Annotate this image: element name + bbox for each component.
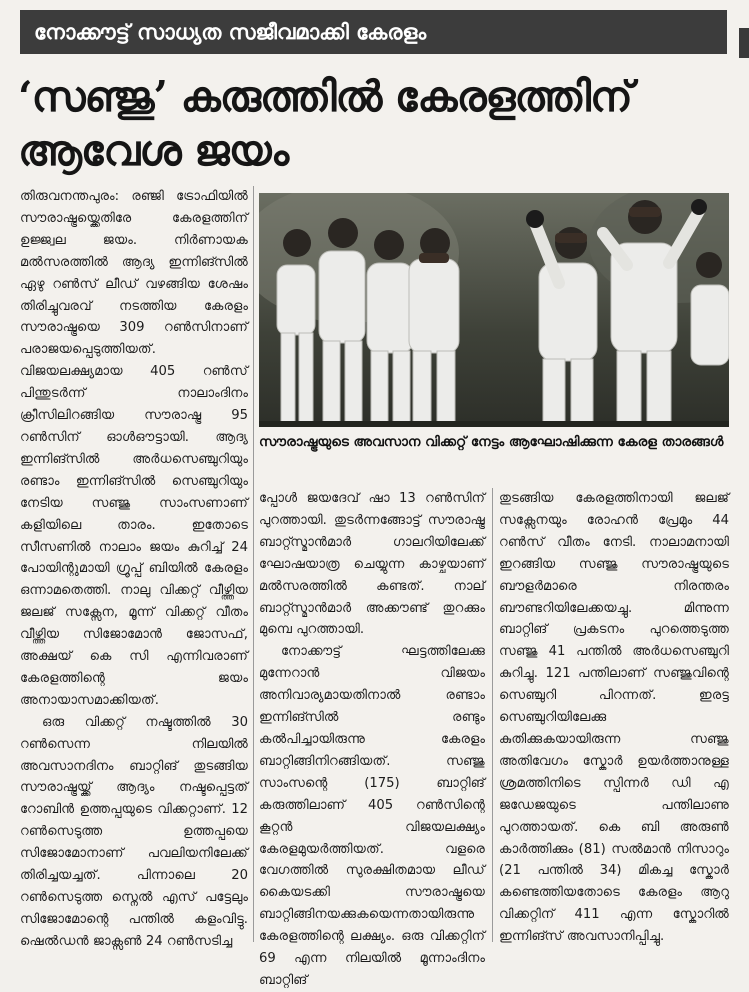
news-photo (259, 193, 729, 427)
article-paragraph: തുടങ്ങിയ കേരളത്തിനായി ജലജ് സക്സേനയും രോഹൻ പ്രേമും 44 റൺസ് വീതം നേടി. നാലാമനായി ഇറങ്ങിയ സഞ്ജു സൗരാഷ്ട്രയുടെ ബൗളർമാരെ നിരന്തരം ബൗണ്ടറിയിലേക്കയച്ചു. മിന്നുന്ന ബാറ്റിങ് പ്രകടനം പുറത്തെടുത്ത സഞ്ജു 41 പന്തിൽ അർധസെഞ്ചുറി കുറിച്ചു. 121 പന്തിലാണ് സഞ്ജുവിന്റെ സെഞ്ചുറി പിറന്നത്. ഇരട്ട സെഞ്ചുറിയിലേക്കു കുതിക്കുകയായിരുന്ന സഞ്ജു അതിവേഗം സ്കോർ ഉയർത്താനുള്ള ശ്രമത്തിനിടെ സ്പിന്നർ ഡി എ ജഡേജയുടെ പന്തിലാണു പുറത്തായത്. കെ ബി അരുൺ കാർത്തിക്കും (81) സൽമാൻ നിസാറും (21 പന്തിൽ 34) മികച്ച സ്കോർ കണ്ടെത്തിയതോടെ കേരളം ആറു വിക്കറ്റിന് 411 എന്ന സ്കോറിൽ ഇന്നിങ്സ് അവസാനിപ്പിച്ചു. (499, 491, 729, 945)
section-kicker: നോക്കൗട്ട് സാധ്യത സജീവമാക്കി കേരളം (20, 10, 727, 54)
article-column-2 (259, 488, 485, 992)
page-edge-mark (739, 28, 749, 58)
cricket-players-photo (259, 193, 729, 427)
article-paragraph: പ്പോൾ ജയദേവ് ഷാ 13 റൺസിന് പുറത്തായി. തുടർന്നങ്ങോട്ട് സൗരാഷ്ട്ര ബാറ്റ്സ്മാൻമാർ ഗാലറിയിലേക്ക് ഘോഷയാത്ര ചെയ്യുന്ന കാഴ്ചയാണ് മൽസരത്തിൽ കണ്ടത്. നാല് ബാറ്റ്സ്മാൻമാർ അക്കൗണ്ട് തുറക്കും മുമ്പെ പുറത്തായി. (259, 491, 485, 638)
column-rule (253, 186, 254, 942)
headline (18, 70, 733, 178)
article-column-1 (20, 186, 248, 953)
headline-line-1: ‘സഞ്ജു’ കരുത്തിൽ കേരളത്തിന് (18, 72, 632, 121)
headline-line-2: ആവേശ ജയം (18, 126, 289, 175)
article-paragraph: ഒരു വിക്കറ്റ് നഷ്ടത്തിൽ 30 റൺസെന്ന നിലയിൽ അവസാനദിനം ബാറ്റിങ് തുടങ്ങിയ സൗരാഷ്ട്രയ്ക്ക് ആദ്യം നഷ്ടപ്പെട്ടത് റോബിൻ ഉത്തപ്പയുടെ വിക്കറ്റാണ്. 12 റൺസെടുത്ത ഉത്തപ്പയെ സിജോമോനാണ് പവലിയനിലേക്ക് തിരിച്ചയച്ചത്. പിന്നാലെ 20 റൺസെടുത്ത സ്നെൽ എസ് പട്ടേലും സിജോമോന്റെ പന്തിൽ കളംവിട്ടു. ഷെൽഡൻ ജാക്സൺ 24 റൺസടിച്ച (20, 714, 248, 949)
article-paragraph: തിരുവനന്തപുരം: രഞ്ജി ട്രോഫിയിൽ സൗരാഷ്ട്രയ്ക്കെതിരേ കേരളത്തിന് ഉജ്ജ്വല ജയം. നിർണായക മൽസരത്തിൽ ആദ്യ ഇന്നിങ്സിൽ ഏഴു റൺസ് ലീഡ് വഴങ്ങിയ ശേഷം തിരിച്ചുവരവ് നടത്തിയ കേരളം സൗരാഷ്ട്രയെ 309 റൺസിനാണ് പരാജയപ്പെടുത്തിയത്. വിജയലക്ഷ്യമായ 405 റൺസ് പിന്തുടർന്ന് നാലാംദിനം ക്രീസിലിറങ്ങിയ സൗരാഷ്ട്ര 95 റൺസിന് ഓൾഔട്ടായി. ആദ്യ ഇന്നിങ്സിൽ അർധസെഞ്ചുറിയും രണ്ടാം ഇന്നിങ്സിൽ സെഞ്ചുറിയും നേടിയ സഞ്ജു സാംസണാണ് കളിയിലെ താരം. ഇതോടെ സീസണിൽ നാലാം ജയം കുറിച്ച് 24 പോയിന്റുമായി ഗ്രൂപ്പ് ബിയിൽ കേരളം ഒന്നാമതെത്തി. നാലു വിക്കറ്റ് വീഴ്ത്തിയ ജലജ് സക്സേന, മൂന്ന് വിക്കറ്റ് വീതം വീഴ്ത്തിയ സിജോമോൻ ജോസഫ്, അക്ഷയ് കെ സി എന്നിവരാണ് കേരളത്തിന്റെ ജയം അനായാസമാക്കിയത്. (20, 189, 248, 708)
column-rule (492, 488, 493, 942)
article-paragraph: നോക്കൗട്ട് ഘട്ടത്തിലേക്കു മുന്നേറാൻ വിജയം അനിവാര്യമായതിനാൽ രണ്ടാം ഇന്നിങ്സിൽ രണ്ടും കൽപിച്ചായിരുന്നു കേരളം ബാറ്റിങ്ങിനിറങ്ങിയത്. സഞ്ജു സാംസന്റെ (175) ബാറ്റിങ് കരുത്തിലാണ് 405 റൺസിന്റെ കൂറ്റൻ വിജയലക്ഷ്യം കേരളമുയർത്തിയത്. വളരെ വേഗത്തിൽ സുരക്ഷിതമായ ലീഡ് കൈയടക്കി സൗരാഷ്ട്രയെ ബാറ്റിങ്ങിനയക്കുകയെന്നതായിരുന്നു കേരളത്തിന്റെ ലക്ഷ്യം. ഒരു വിക്കറ്റിന് 69 എന്ന നിലയിൽ മൂന്നാംദിനം ബാറ്റിങ് (259, 644, 485, 988)
photo-caption: സൗരാഷ്ട്രയുടെ അവസാന വിക്കറ്റ് നേട്ടം ആഘോഷിക്കുന്ന കേരള താരങ്ങൾ (259, 434, 724, 450)
article-column-3 (499, 488, 729, 948)
